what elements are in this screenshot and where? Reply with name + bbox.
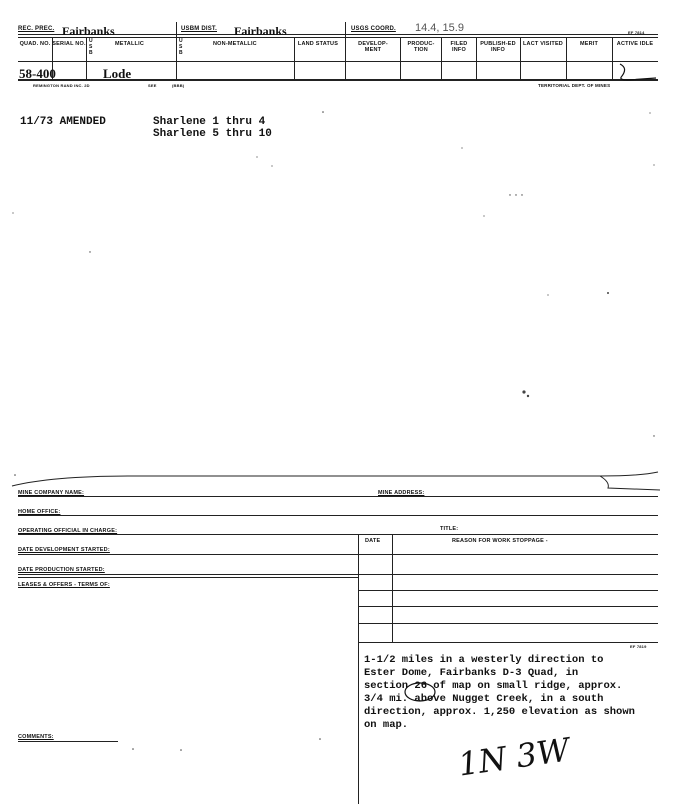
metallic-side-letters: U S B <box>89 38 93 56</box>
col-active-idle: ACTIVE IDLE <box>616 41 654 47</box>
rec-prec-label: REC. PREC. <box>18 26 55 32</box>
leases-label: LEASES & OFFERS - TERMS OF: <box>18 582 110 588</box>
col-filed-info: FILED INFO <box>450 41 468 53</box>
entry-date: 11/73 AMENDED <box>20 116 106 128</box>
col-metallic: METALLIC <box>115 41 144 47</box>
col-serial: SERIAL NO. <box>52 41 86 47</box>
date-prod-started-label: DATE PRODUCTION STARTED: <box>18 567 105 573</box>
stoppage-row <box>358 606 658 607</box>
col-production: PRODUC-TION <box>407 41 435 53</box>
rule-dev <box>18 554 658 555</box>
rule-prod-2 <box>18 577 358 578</box>
footer-left: REMINGTON RAND INC. 2D <box>33 83 90 88</box>
non-metallic-side-letters: U S B <box>179 38 183 56</box>
usbm-dist-label: USBM DIST. <box>181 26 218 32</box>
record-type: Lode <box>103 66 132 81</box>
comment-line: Ester Dome, Fairbanks D-3 Quad, in <box>364 667 579 679</box>
section-circle-icon <box>403 681 437 703</box>
usgs-coord-value: 14.4, 15.9 <box>415 22 464 34</box>
entry-claims-line1: Sharlene 1 thru 4 <box>153 116 266 128</box>
col-published-info: PUBLISH-ED INFO <box>480 41 516 53</box>
title-label: TITLE: <box>440 526 459 532</box>
stoppage-row <box>358 642 658 643</box>
rule-company <box>18 496 658 497</box>
rule-home <box>18 515 658 516</box>
comment-line: on map. <box>364 719 409 731</box>
date-dev-started-label: DATE DEVELOPMENT STARTED: <box>18 547 110 553</box>
reason-col-label: REASON FOR WORK STOPPAGE - <box>452 538 548 544</box>
torn-edge <box>0 470 678 494</box>
operating-official-label: OPERATING OFFICIAL IN CHARGE: <box>18 528 118 534</box>
rec-prec-value: Fairbanks <box>62 24 115 38</box>
rule-official <box>18 534 658 535</box>
home-office-label: HOME OFFICE: <box>18 509 61 515</box>
col-quad: QUAD. NO. <box>19 41 51 47</box>
form-code: EF 7814 <box>628 30 645 35</box>
date-col-divider <box>392 534 393 642</box>
footer-right: TERRITORIAL DEPT. OF MINES <box>538 83 611 88</box>
rule-prod <box>18 574 658 575</box>
right-block-left-border <box>358 534 359 804</box>
mine-address-label: MINE ADDRESS: <box>378 490 425 496</box>
comments-label: COMMENTS: <box>18 734 54 740</box>
form-code-2: EF 7819 <box>630 644 647 649</box>
comment-line: 3/4 mi. above Nugget Creek, in a south <box>364 693 604 705</box>
usbm-dist-value: Fairbanks <box>234 24 287 38</box>
comment-line: section 26 of map on small ridge, approx. <box>364 680 623 692</box>
date-col-label: DATE <box>365 538 381 544</box>
col-non-metallic: NON-METALLIC <box>213 41 257 47</box>
stoppage-row <box>358 623 658 624</box>
rule-comments <box>18 741 118 742</box>
col-merit: MERIT <box>579 41 599 47</box>
stoppage-row <box>358 590 658 591</box>
footer-mid2: (BBB) <box>172 83 185 88</box>
comment-line: direction, approx. 1,250 elevation as shown <box>364 706 635 718</box>
col-last-visited: LACT VISITED <box>523 41 563 47</box>
usgs-coord-label: USGS COORD. <box>351 26 396 32</box>
record-number: 58-400 <box>19 66 56 81</box>
entry-claims-line2: Sharlene 5 thru 10 <box>153 128 272 140</box>
handwritten-note: 1N 3W <box>455 730 572 784</box>
col-development: DEVELOP-MENT <box>358 41 388 53</box>
comment-line: 1-1/2 miles in a westerly direction to <box>364 654 604 666</box>
footer-mid1: SEE <box>148 83 157 88</box>
mine-company-label: MINE COMPANY NAME: <box>18 490 85 496</box>
col-land-status: LAND STATUS <box>297 41 339 47</box>
